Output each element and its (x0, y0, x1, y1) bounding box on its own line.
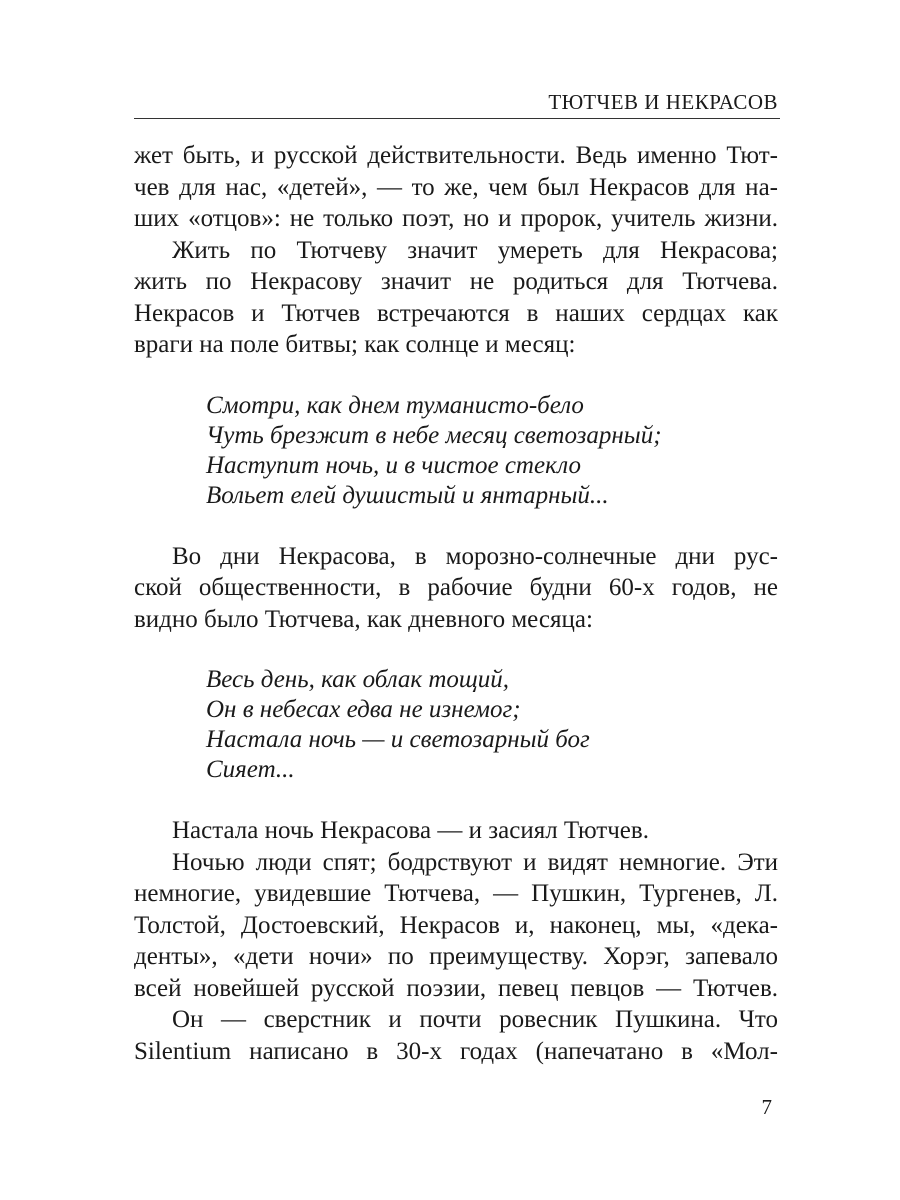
text-line: Он — сверстник и почти ровесник Пушкина. Что (172, 1006, 778, 1033)
paragraph-6 (134, 1004, 778, 1067)
text-line: всей новейшей русской поэзии, певец певцов — Тютчев. (134, 974, 778, 1002)
text-line: жет быть, и русской действительности. Ведь именно Тют- (134, 142, 778, 169)
page-number: 7 (761, 1095, 772, 1119)
verse-line: Смотри, как днем туманисто-бело (206, 391, 584, 419)
text-line: Silentium написано в 30-х годах (напечатано в «Мол- (134, 1037, 778, 1065)
verse-line: Наступит ночь, и в чистое стекло (206, 451, 581, 479)
text-line: Некрасов и Тютчев встречаются в наших сердцах как (134, 299, 778, 327)
text-line: Настала ночь Некрасова — и засиял Тютчев. (172, 817, 649, 844)
text-line: Ночью люди спят; бодрствуют и видят немногие. Эти (172, 848, 778, 876)
paragraph-4 (134, 815, 778, 847)
spacer (134, 511, 778, 541)
paragraph-3 (134, 541, 778, 636)
paragraph-2 (134, 235, 778, 361)
text-line: Толстой, Достоевский, Некрасов и, наконец, мы, «дека- (134, 911, 778, 939)
verse-line: Весь день, как облак тощий, (206, 666, 510, 693)
text-line: Жить по Тютчеву значит умереть для Некрасова; (172, 236, 778, 264)
page-body (134, 140, 778, 1067)
text-line: денты», «дети ночи» по преимуществу. Хорэг, запевало (134, 943, 778, 970)
verse-line: Сияет... (206, 756, 295, 783)
verse-line: Чуть брезжит в небе месяц светозарный; (206, 421, 662, 449)
verse-line: Он в небесах едва не изнемог; (206, 696, 521, 723)
text-line: Во дни Некрасова, в морозно-солнечные дни рус- (172, 542, 778, 570)
text-line: враги на поле битвы; как солнце и месяц: (134, 331, 576, 358)
text-line: видно было Тютчева, как дневного месяца: (134, 605, 593, 633)
verse-quote-2 (134, 665, 778, 785)
text-line: ших «отцов»: не только поэт, но и пророк, учитель жизни. (134, 205, 778, 232)
text-line: жить по Некрасову значит не родиться для Тютчева. (134, 268, 778, 295)
verse-line: Вольет елей душистый и янтарный... (206, 481, 609, 509)
text-line: немногие, увидевшие Тютчева, — Пушкин, Тургенев, Л. (134, 880, 778, 907)
verse-line: Настала ночь — и светозарный бог (206, 726, 590, 753)
paragraph-1 (134, 140, 778, 235)
page-header (134, 88, 780, 119)
spacer (134, 785, 778, 815)
verse-quote-1 (134, 391, 778, 511)
spacer (134, 361, 778, 391)
text-line: ской общественности, в рабочие будни 60-х годов, не (134, 574, 778, 601)
text-line: чев для нас, «детей», — то же, чем был Некрасов для на- (134, 173, 778, 201)
spacer (134, 635, 778, 665)
running-title: ТЮТЧЕВ И НЕКРАСОВ (548, 90, 778, 114)
paragraph-5 (134, 847, 778, 1005)
